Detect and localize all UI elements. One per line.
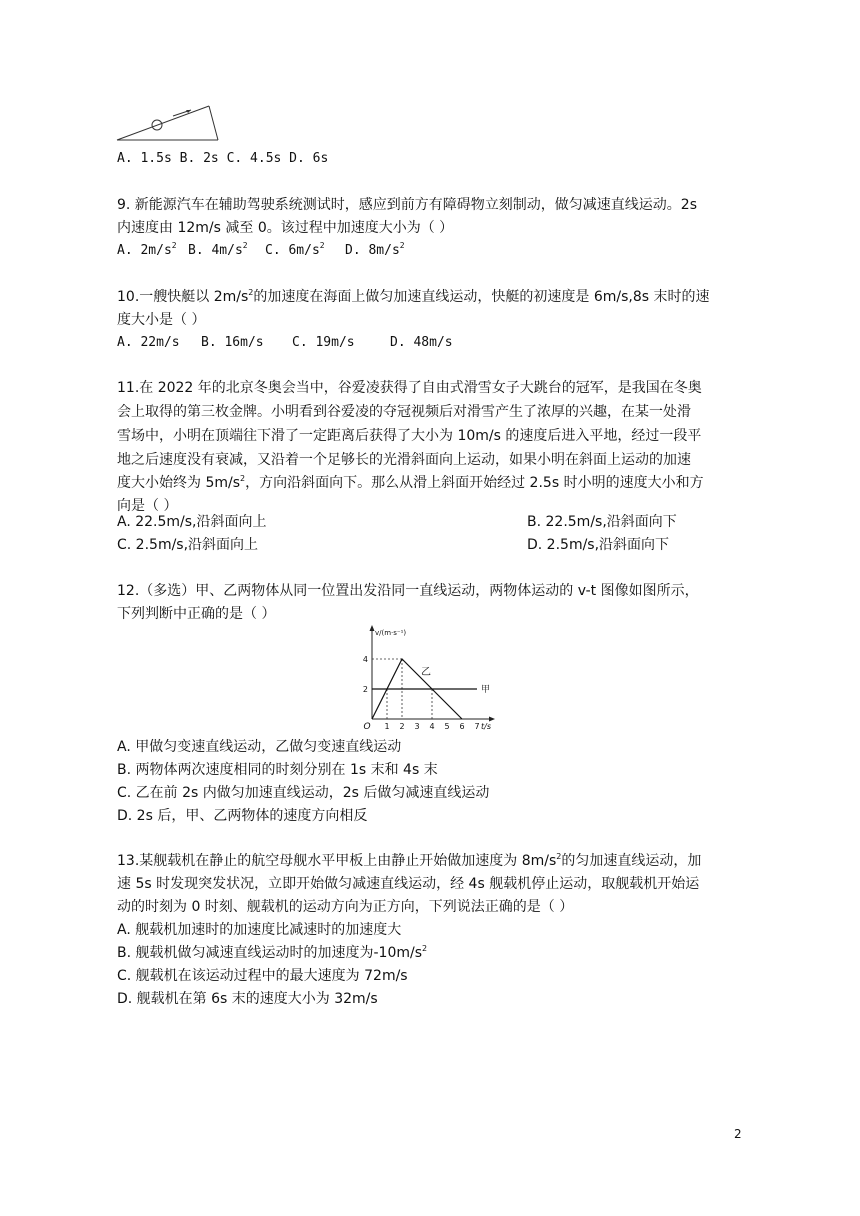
- q11-line6: 向是（ ）: [117, 498, 178, 514]
- q8-options: A. 1.5s B. 2s C. 4.5s D. 6s: [117, 151, 329, 166]
- q11-line4: 地之后速度没有衰减，又沿着一个足够长的光滑斜面向上运动，如果小明在斜面上运动的加速: [117, 452, 691, 468]
- x-tick-label: 6: [459, 722, 465, 730]
- q12-option-a: A. 甲做匀变速直线运动，乙做匀变速直线运动: [117, 739, 402, 755]
- x-tick-label: 5: [444, 722, 450, 730]
- page-number: 2: [734, 1127, 742, 1141]
- q9-line1: 9. 新能源汽车在辅助驾驶系统测试时，感应到前方有障碍物立刻制动，做匀减速直线运动。2s: [117, 197, 698, 213]
- q11-line1: 11.在 2022 年的北京冬奥会当中，谷爱凌获得了自由式滑雪女子大跳台的冠军，是我国在冬奥: [117, 380, 702, 396]
- q13-line3: 动的时刻为 0 时刻、舰载机的运动方向为正方向，下列说法正确的是（ ）: [117, 899, 574, 915]
- q10-option-b: B. 16m/s: [201, 335, 264, 350]
- series-label-jia: 甲: [481, 685, 491, 695]
- q10-option-d: D. 48m/s: [390, 335, 453, 350]
- x-axis-arrow: [489, 717, 495, 722]
- q12-line2: 下列判断中正确的是（ ）: [117, 606, 276, 622]
- q11-option-a: A. 22.5m/s,沿斜面向上: [117, 514, 267, 530]
- q11-option-c: C. 2.5m/s,沿斜面向上: [117, 537, 259, 553]
- q13-line2: 速 5s 时发现突发状况，立即开始做匀减速直线运动，经 4s 舰载机停止运动，取舰载机开始运: [117, 876, 700, 892]
- q11-line3: 雪场中，小明在顶端往下滑了一定距离后获得了大小为 10m/s 的速度后进入平地，经过一段平: [117, 428, 702, 444]
- q9-option-b: B. $4m/s^2$: [188, 241, 248, 258]
- q13-option-c: C. 舰载机在该运动过程中的最大速度为 72m/s: [117, 968, 408, 984]
- q13-option-d: D. 舰载机在第 6s 末的速度大小为 32m/s: [117, 991, 378, 1007]
- x-tick-label: 1: [384, 722, 390, 730]
- q11-option-d: D. 2.5m/s,沿斜面向下: [527, 537, 670, 553]
- q12-option-c: C. 乙在前 2s 内做匀加速直线运动，2s 后做匀减速直线运动: [117, 785, 490, 801]
- q11-option-b: B. 22.5m/s,沿斜面向下: [527, 514, 677, 530]
- y-tick-label: 4: [362, 655, 368, 664]
- q9-option-d: D. $8m/s^2$: [345, 241, 405, 258]
- q13-option-a: A. 舰载机加速时的加速度比减速时的加速度大: [117, 922, 402, 938]
- y-tick-label: 2: [362, 685, 368, 694]
- x-tick-label: 3: [414, 722, 420, 730]
- vt-chart: [355, 624, 515, 730]
- x-tick-label: 7: [474, 722, 480, 730]
- q12-option-b: B. 两物体两次速度相同的时刻分别在 1s 末和 4s 末: [117, 762, 438, 778]
- y-axis-label: v/(m·s⁻¹): [375, 629, 407, 637]
- q13-line1: 13.某舰载机在静止的航空母舰水平甲板上由静止开始做加速度为 $8m/s^2$的匀加速直线运动，加: [117, 852, 702, 869]
- q9-option-c: C. $6m/s^2$: [265, 241, 325, 258]
- x-axis-label: t/s: [481, 722, 491, 730]
- y-axis-arrow: [370, 625, 375, 631]
- q11-line5: 度大小始终为 $5m/s^2$，方向沿斜面向下。那么从滑上斜面开始经过 2.5s 时小明的速度大小和方: [117, 474, 704, 491]
- incline-figure: [115, 100, 220, 145]
- origin-label: O: [363, 722, 371, 730]
- q9-option-a: A. $2m/s^2$: [117, 241, 177, 258]
- q12-option-d: D. 2s 后，甲、乙两物体的速度方向相反: [117, 808, 368, 824]
- q11-line2: 会上取得的第三枚金牌。小明看到谷爱凌的夺冠视频后对滑雪产生了浓厚的兴趣，在某一处滑: [117, 404, 691, 420]
- q10-line1: 10.一艘快艇以 $2m/s^2$的加速度在海面上做匀加速直线运动，快艇的初速度是 6m/s,8s 末时的速: [117, 288, 710, 305]
- series-label-yi: 乙: [421, 667, 431, 678]
- q10-line2: 度大小是（ ）: [117, 312, 206, 328]
- x-tick-label: 4: [429, 722, 435, 730]
- q10-option-a: A. 22m/s: [117, 335, 180, 350]
- q13-option-b: B. 舰载机做匀减速直线运动时的加速度为$-10m/s^2$: [117, 944, 428, 961]
- x-tick-label: 2: [399, 722, 405, 730]
- q10-option-c: C. 19m/s: [292, 335, 355, 350]
- q9-line2: 内速度由 12m/s 减至 0。该过程中加速度大小为（ ）: [117, 220, 454, 236]
- q12-line1: 12.（多选）甲、乙两物体从同一位置出发沿同一直线运动，两物体运动的 v-t 图像如图所示，: [117, 583, 699, 599]
